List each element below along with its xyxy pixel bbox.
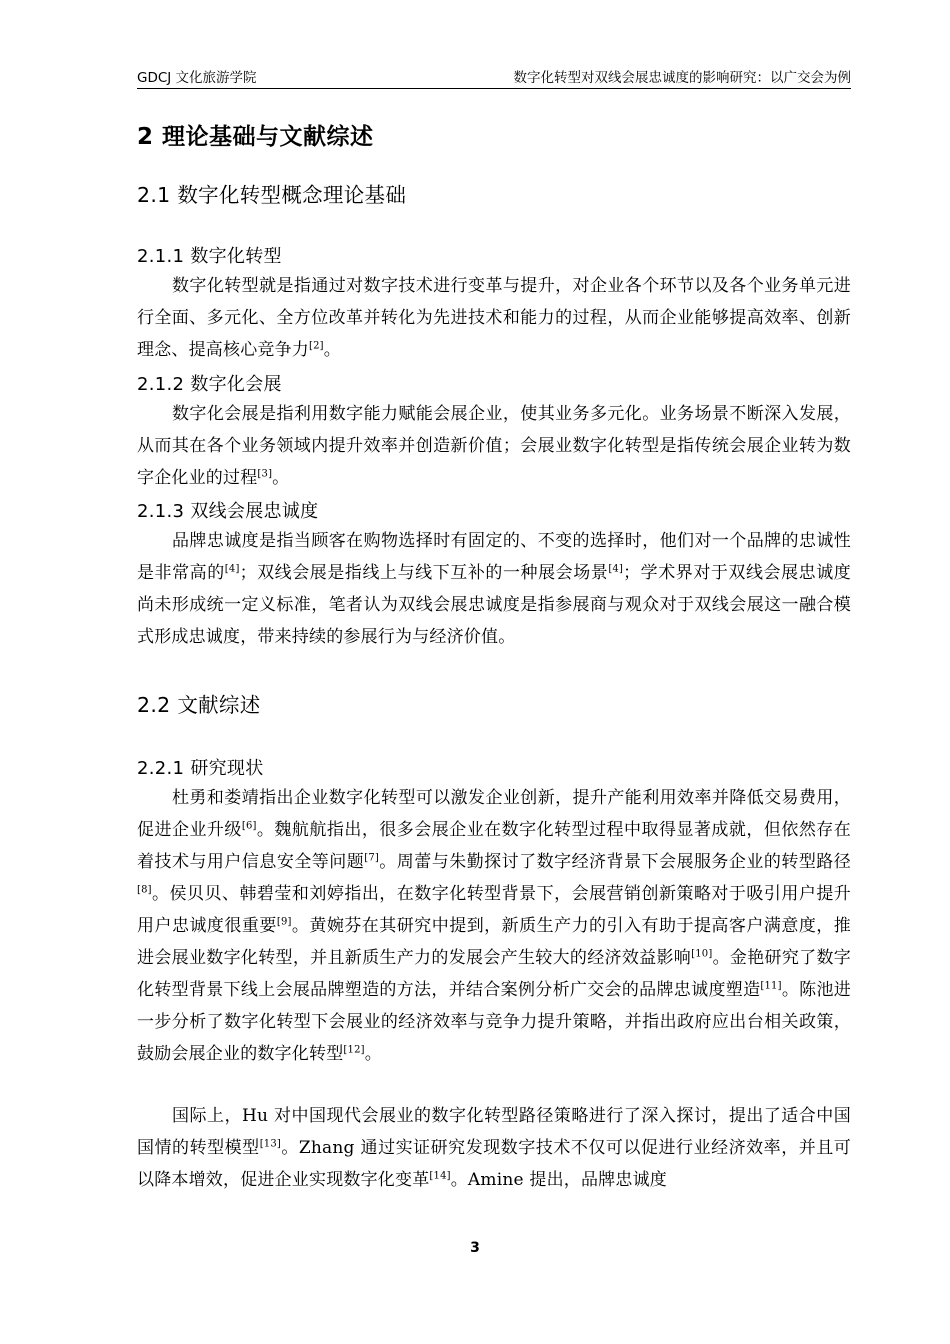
paragraph-text: 。黄婉芬在其研究中提到，新质生产力的引入有助于提高客户满意度，推进会展业数字化转型，并且新质生产力的发展会产生较大的经济效益影响	[137, 916, 851, 968]
paragraph-text: 。陈池进一步分析了数字化转型下会展业的经济效率与竞争力提升策略，并指出政府应出台相关政策，鼓励会展企业的数字化转型	[137, 980, 851, 1064]
paragraph-2-1-3	[137, 525, 851, 653]
chapter-title: 2 理论基础与文献综述	[137, 124, 374, 150]
paragraph-2-2-1-international	[137, 1100, 851, 1196]
paragraph-text: 。侯贝贝、韩碧莹和刘婷指出，在数字化转型背景下，会展营销创新策略对于吸引用户提升用户忠诚度很重要	[137, 884, 851, 936]
paragraph-text: 。Zhang 通过实证研究发现数字技术不仅可以促进行业经济效率，并且可以降本增效，促进企业实现数字化变革	[137, 1138, 851, 1190]
page-number: 3	[470, 1240, 480, 1256]
header-institution: GDCJ 文化旅游学院	[137, 70, 257, 86]
subsection-2-1-2-title: 2.1.2 数字化会展	[137, 374, 282, 395]
paragraph-text: 。	[364, 1044, 382, 1064]
citation: [11]	[760, 980, 782, 992]
citation: [6]	[241, 820, 257, 832]
paragraph-2-1-2	[137, 398, 851, 494]
citation: [9]	[276, 916, 292, 928]
citation: [3]	[257, 468, 273, 480]
paragraph-text: 国际上，Hu 对中国现代会展业的数字化转型路径策略进行了深入探讨，提出了适合中国国情的转型模型	[137, 1106, 851, 1158]
citation: [10]	[691, 948, 713, 960]
citation: [4]	[224, 563, 240, 575]
subsection-2-1-3-title: 2.1.3 双线会展忠诚度	[137, 501, 319, 522]
paragraph-text: 。	[323, 340, 341, 360]
citation: [14]	[429, 1170, 451, 1182]
paragraph-text: 。金艳研究了数字化转型背景下线上会展品牌塑造的方法，并结合案例分析广交会的品牌忠诚度塑造	[137, 948, 851, 1000]
paragraph-2-1-1	[137, 270, 851, 366]
subsection-2-1-1-title: 2.1.1 数字化转型	[137, 246, 282, 267]
citation: [4]	[608, 563, 624, 575]
paragraph-text: 。	[272, 468, 290, 488]
paragraph-text: ；学术界对于双线会展忠诚度尚未形成统一定义标准，笔者认为双线会展忠诚度是指参展商与观众对于双线会展这一融合模式形成忠诚度，带来持续的参展行为与经济价值。	[137, 563, 851, 647]
header-rule	[137, 88, 851, 89]
paragraph-text: 。Amine 提出，品牌忠诚度	[450, 1170, 667, 1190]
header-paper-title: 数字化转型对双线会展忠诚度的影响研究：以广交会为例	[513, 70, 851, 86]
paragraph-text: 数字化会展是指利用数字能力赋能会展企业，使其业务多元化。业务场景不断深入发展，从而其在各个业务领域内提升效率并创造新价值；会展业数字化转型是指传统会展企业转为数字企化业的过程	[137, 404, 851, 488]
citation: [2]	[309, 340, 324, 352]
citation: [8]	[137, 884, 152, 896]
paragraph-text: 。周蕾与朱勤探讨了数字经济背景下会展服务企业的转型路径	[379, 852, 851, 872]
running-header	[137, 64, 851, 88]
paragraph-text: 品牌忠诚度是指当顾客在购物选择时有固定的、不变的选择时，他们对一个品牌的忠诚性是非常高的	[137, 531, 851, 583]
paragraph-text: 杜勇和娄靖指出企业数字化转型可以激发企业创新，提升产能利用效率并降低交易费用，促进企业升级	[137, 788, 851, 840]
section-2-1-title: 2.1 数字化转型概念理论基础	[137, 183, 407, 207]
paragraph-text: 。魏航航指出，很多会展企业在数字化转型过程中取得显著成就，但依然存在着技术与用户信息安全等问题	[137, 820, 851, 872]
citation: [7]	[364, 852, 380, 864]
subsection-2-2-1-title: 2.2.1 研究现状	[137, 758, 264, 779]
paragraph-2-2-1-domestic	[137, 782, 851, 1070]
paragraph-text: ；双线会展是指线上与线下互补的一种展会场景	[239, 563, 609, 583]
citation: [12]	[343, 1044, 365, 1056]
citation: [13]	[259, 1138, 282, 1150]
section-2-2-title: 2.2 文献综述	[137, 693, 261, 717]
paragraph-text: 数字化转型就是指通过对数字技术进行变革与提升，对企业各个环节以及各个业务单元进行全面、多元化、全方位改革并转化为先进技术和能力的过程，从而企业能够提高效率、创新理念、提高核心竞争力	[137, 276, 851, 360]
